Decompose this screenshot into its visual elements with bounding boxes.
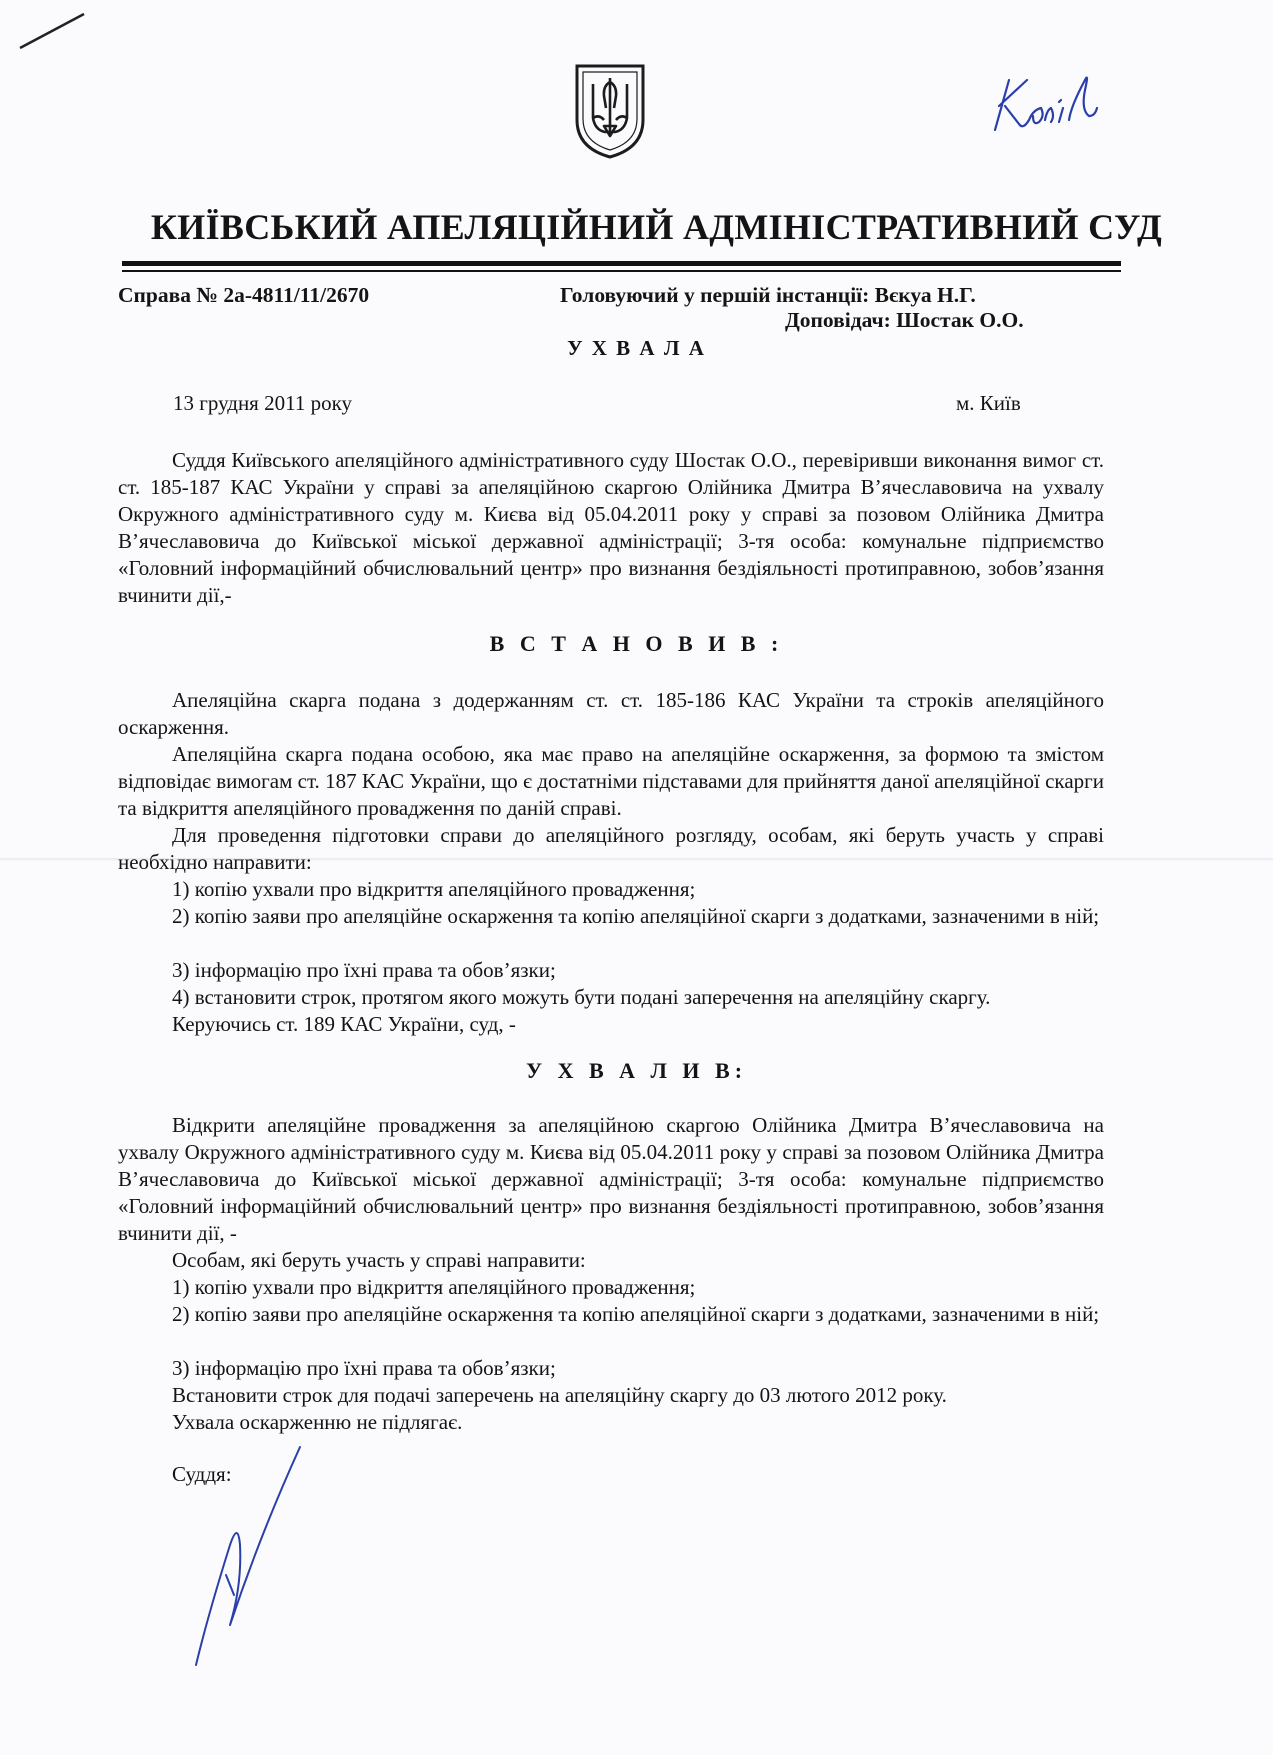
ruled-item-1-text: 1) копію ухвали про відкриття апеляційного провадження;	[172, 1275, 696, 1299]
established-item-3-text: 3) інформацію про їхні права та обов’язки;	[172, 958, 556, 982]
presiding-judge-first-instance: Головуючий у першій інстанції: Вєкуа Н.Г.	[560, 283, 976, 307]
established-text-1: Апеляційна скарга подана з додержанням ст. ст. 185-186 КАС України та строків апеляційного оскарження.	[118, 688, 1104, 739]
established-text-3: Для проведення підготовки справи до апеляційного розгляду, особам, які беруть участь у справі необхідно направити:	[118, 823, 1104, 874]
ruled-text-1: Відкрити апеляційне провадження за апеляційною скаргою Олійника Дмитра В’ячеславовича на ухвалу Окружного адміністративного суду м. Києва від 05.04.2011 року у справі за позовом Олійника Дмитра В’ячеславовича до Київської міської державної адміністрації; 3-тя особа: комунальне підприємство «Головний інформаційний обчислювальний центр» про визнання бездіяльності протиправною, зобов’язання вчинити дії, -	[118, 1113, 1104, 1245]
document-date: 13 грудня 2011 року	[173, 391, 352, 415]
coat-of-arms-icon	[573, 62, 647, 160]
case-number: Справа № 2а-4811/11/2670	[118, 283, 370, 307]
ruled-item-1	[118, 1274, 1104, 1301]
header-rule-thick	[122, 261, 1121, 266]
deadline-line	[118, 1382, 1104, 1409]
judge-signature	[190, 1425, 350, 1675]
ruled-item-2	[118, 1301, 1104, 1328]
header-rule-thin	[122, 270, 1121, 272]
judge-label: Суддя:	[172, 1462, 232, 1486]
established-item-4-text: 4) встановити строк, протягом якого можуть бути подані заперечення на апеляційну скаргу.	[172, 985, 991, 1009]
established-heading: В С Т А Н О В И В :	[489, 631, 784, 656]
ruled-paragraph-2	[118, 1247, 1104, 1274]
established-text-2: Апеляційна скарга подана особою, яка має право на апеляційне оскарження, за формою та змістом відповідає вимогам ст. 187 КАС України, що є достатніми підставами для прийняття даної апеляційної скарги та відкриття апеляційного провадження по даній справі.	[118, 742, 1104, 820]
ruled-heading: У Х В А Л И В:	[525, 1058, 748, 1083]
established-paragraph-1	[118, 687, 1104, 741]
ruled-item-3	[118, 1355, 1104, 1382]
court-title: КИЇВСЬКИЙ АПЕЛЯЦІЙНИЙ АДМІНІСТРАТИВНИЙ СУД	[150, 207, 1163, 247]
ruled-paragraph-1	[118, 1112, 1104, 1247]
guided-by	[118, 1011, 1104, 1038]
copy-handwritten-mark	[985, 50, 1105, 140]
ruled-item-3-text: 3) інформацію про їхні права та обов’язки;	[172, 1356, 556, 1380]
established-item-1	[118, 876, 1104, 903]
corner-pen-mark	[0, 0, 100, 70]
established-item-3	[118, 957, 1104, 984]
ruled-item-2-text: 2) копію заяви про апеляційне оскарження та копію апеляційної скарги з додатками, зазначеними в ній;	[172, 1302, 1100, 1326]
not-appealable-text: Ухвала оскарженню не підлягає.	[172, 1410, 463, 1434]
established-item-2-text: 2) копію заяви про апеляційне оскарження та копію апеляційної скарги з додатками, зазначеними в ній;	[172, 904, 1100, 928]
guided-by-text: Керуючись ст. 189 КАС України, суд, -	[172, 1012, 516, 1036]
established-paragraph-3	[118, 822, 1104, 876]
document-city: м. Київ	[956, 391, 1021, 415]
established-paragraph-2	[118, 741, 1104, 822]
established-item-1-text: 1) копію ухвали про відкриття апеляційного провадження;	[172, 877, 696, 901]
rapporteur: Доповідач: Шостак О.О.	[785, 308, 1024, 332]
deadline-text: Встановити строк для подачі заперечень на апеляційну скаргу до 03 лютого 2012 року.	[172, 1383, 947, 1407]
intro-text: Суддя Київського апеляційного адміністративного суду Шостак О.О., перевіривши виконання вимог ст. ст. 185-187 КАС України у справі за апеляційною скаргою Олійника Дмитра В’ячеславовича на ухвалу Окружного адміністративного суду м. Києва від 05.04.2011 року у справі за позовом Олійника Дмитра В’ячеславовича до Київської міської державної адміністрації; 3-тя особа: комунальне підприємство «Головний інформаційний обчислювальний центр» про визнання бездіяльності протиправною, зобов’язання вчинити дії,-	[118, 448, 1104, 607]
document-type: У Х В А Л А	[567, 336, 706, 360]
ruled-text-2: Особам, які беруть участь у справі направити:	[172, 1248, 586, 1272]
established-item-2	[118, 903, 1104, 930]
intro-paragraph	[118, 447, 1104, 609]
established-item-4	[118, 984, 1104, 1011]
